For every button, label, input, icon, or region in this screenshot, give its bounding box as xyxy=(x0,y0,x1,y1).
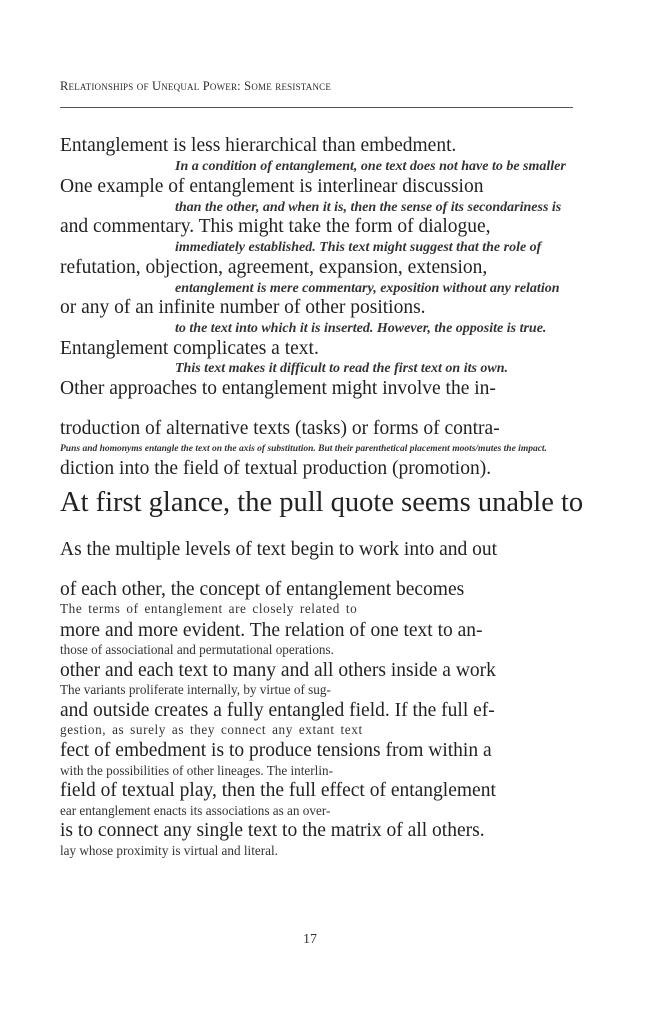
running-head: Relationships of Unequal Power: Some resistance xyxy=(60,79,332,93)
sub-text-line: with the possibilities of other lineages. The interlin- xyxy=(60,763,333,778)
main-text-line: field of textual play, then the full effect of entanglement xyxy=(60,780,496,801)
interlinear-note: In a condition of entanglement, one text does not have to be smaller xyxy=(175,159,566,174)
main-text-line: and outside creates a fully entangled field. If the full ef- xyxy=(60,700,495,721)
sub-text-line: those of associational and permutational operations. xyxy=(60,642,334,657)
main-text-line: Entanglement complicates a text. xyxy=(60,338,319,359)
interlinear-note: to the text into which it is inserted. However, the opposite is true. xyxy=(175,321,547,336)
sub-text-line: The variants proliferate internally, by virtue of sug- xyxy=(60,682,331,697)
sub-text-line: The terms of entanglement are closely related to xyxy=(60,601,358,616)
main-text-line: One example of entanglement is interlinear discussion xyxy=(60,176,484,197)
main-text-line: more and more evident. The relation of one text to an- xyxy=(60,620,483,641)
page-number: 17 xyxy=(303,932,317,947)
interlinear-note: immediately established. This text might suggest that the role of xyxy=(175,240,542,255)
main-text-line: other and each text to many and all others inside a work xyxy=(60,660,496,681)
main-text-line: of each other, the concept of entanglement becomes xyxy=(60,579,465,600)
sub-text-line: gestion, as surely as they connect any extant text xyxy=(60,722,363,737)
main-text-line: As the multiple levels of text begin to work into and out xyxy=(60,539,498,560)
pull-quote: At first glance, the pull quote seems unable to xyxy=(60,487,584,518)
interlinear-note: This text makes it difficult to read the first text on its own. xyxy=(175,361,509,376)
main-text-line: Entanglement is less hierarchical than embedment. xyxy=(60,135,457,156)
main-text-line: Other approaches to entanglement might involve the in- xyxy=(60,378,496,399)
sub-text-line: lay whose proximity is virtual and literal. xyxy=(60,843,278,858)
main-text-line: and commentary. This might take the form of dialogue, xyxy=(60,216,491,237)
main-text-line: is to connect any single text to the matrix of all others. xyxy=(60,820,485,841)
main-text-line: refutation, objection, agreement, expansion, extension, xyxy=(60,257,488,278)
interlinear-note: than the other, and when it is, then the sense of its secondariness is xyxy=(175,200,562,215)
header-rule xyxy=(60,107,573,108)
interlinear-note: entanglement is mere commentary, exposition without any relation xyxy=(175,281,560,296)
main-text-line: or any of an infinite number of other positions. xyxy=(60,297,426,318)
tiny-gloss: Puns and homonyms entangle the text on the axis of substitution. But their parenthetical placement moots/mutes the impact. xyxy=(60,444,547,454)
main-text-line: fect of embedment is to produce tensions from within a xyxy=(60,740,492,761)
sub-text-line: ear entanglement enacts its associations as an over- xyxy=(60,803,331,818)
main-text-line: troduction of alternative texts (tasks) or forms of contra- xyxy=(60,418,500,439)
main-text-line: diction into the field of textual production (promotion). xyxy=(60,458,492,479)
